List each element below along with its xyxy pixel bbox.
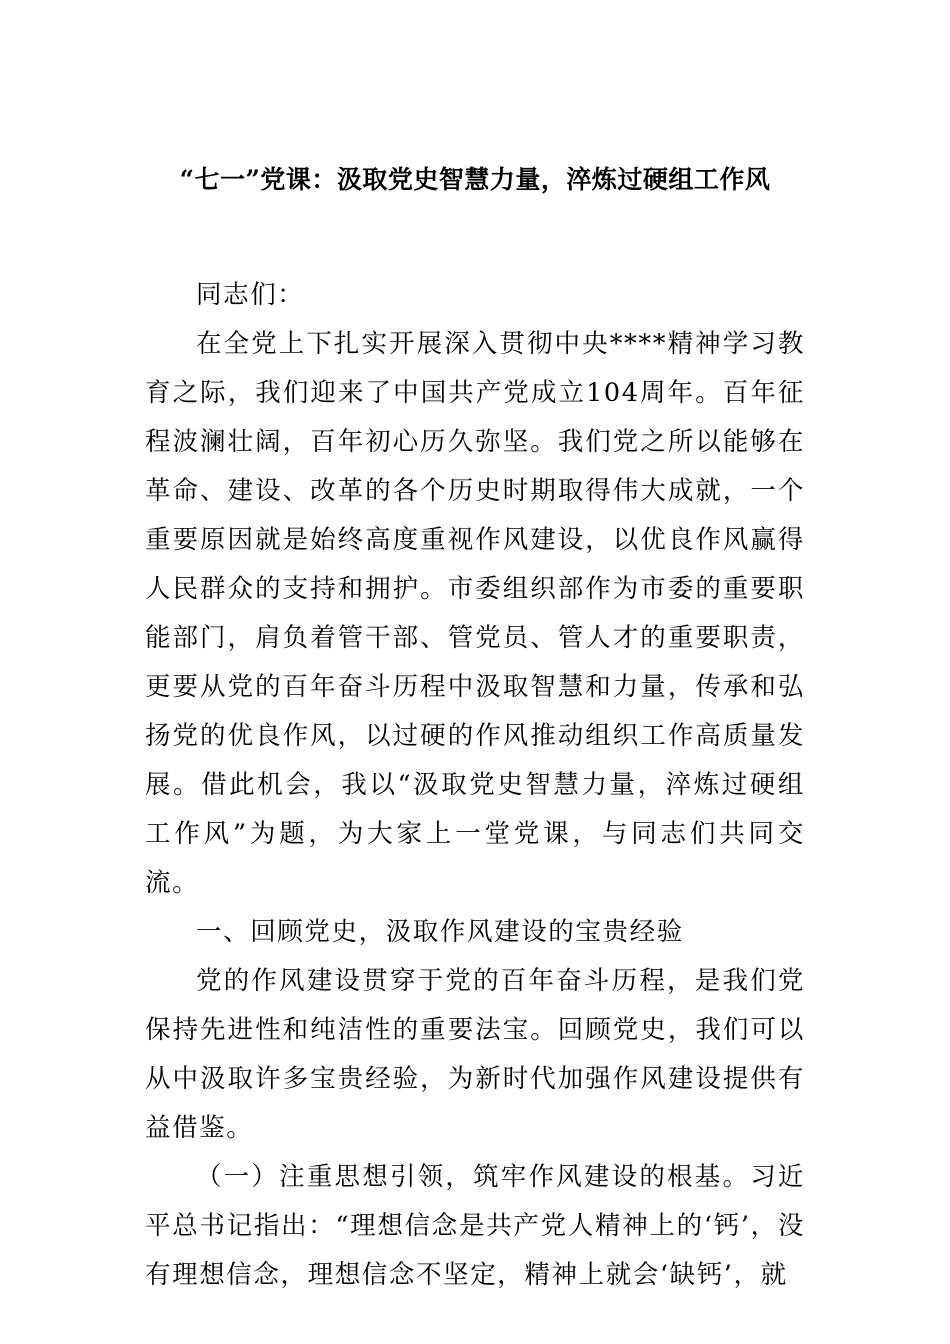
paragraph-intro: 在全党上下扎实开展深入贯彻中央****精神学习教育之际，我们迎来了中国共产党成立104周年。百年征程波澜壮阔，百年初心历久弥坚。我们党之所以能够在革命、建设、改革的各个历史时期取得伟大成就，一个重要原因就是始终高度重视作风建设，以优良作风赢得人民群众的支持和拥护。市委组织部作为市委的重要职能部门，肩负着管干部、管党员、管人才的重要职责，更要从党的百年奋斗历程中汲取智慧和力量，传承和弘扬党的优良作风，以过硬的作风推动组织工作高质量发展。借此机会，我以“汲取党史智慧力量，淬炼过硬组工作风”为题，为大家上一堂党课，与同志们共同交流。 xyxy=(145,329,805,898)
section-heading-1: 一、回顾党史，汲取作风建设的宝贵经验 xyxy=(196,917,684,947)
paragraph-subsection-1: （一）注重思想引领，筑牢作风建设的根基。习近平总书记指出：“理想信念是共产党人精神上的‘钙’，没有理想信念，理想信念不坚定，精神上就会‘缺钙’，就 xyxy=(145,1162,805,1290)
paragraph-salutation: 同志们： xyxy=(196,280,305,310)
paragraph-section-1: 党的作风建设贯穿于党的百年奋斗历程，是我们党保持先进性和纯洁性的重要法宝。回顾党史，我们可以从中汲取许多宝贵经验，为新时代加强作风建设提供有益借鉴。 xyxy=(145,966,805,1143)
document-title: “七一”党课：汲取党史智慧力量，淬炼过硬组工作风 xyxy=(179,165,771,194)
document-body xyxy=(145,271,805,1300)
